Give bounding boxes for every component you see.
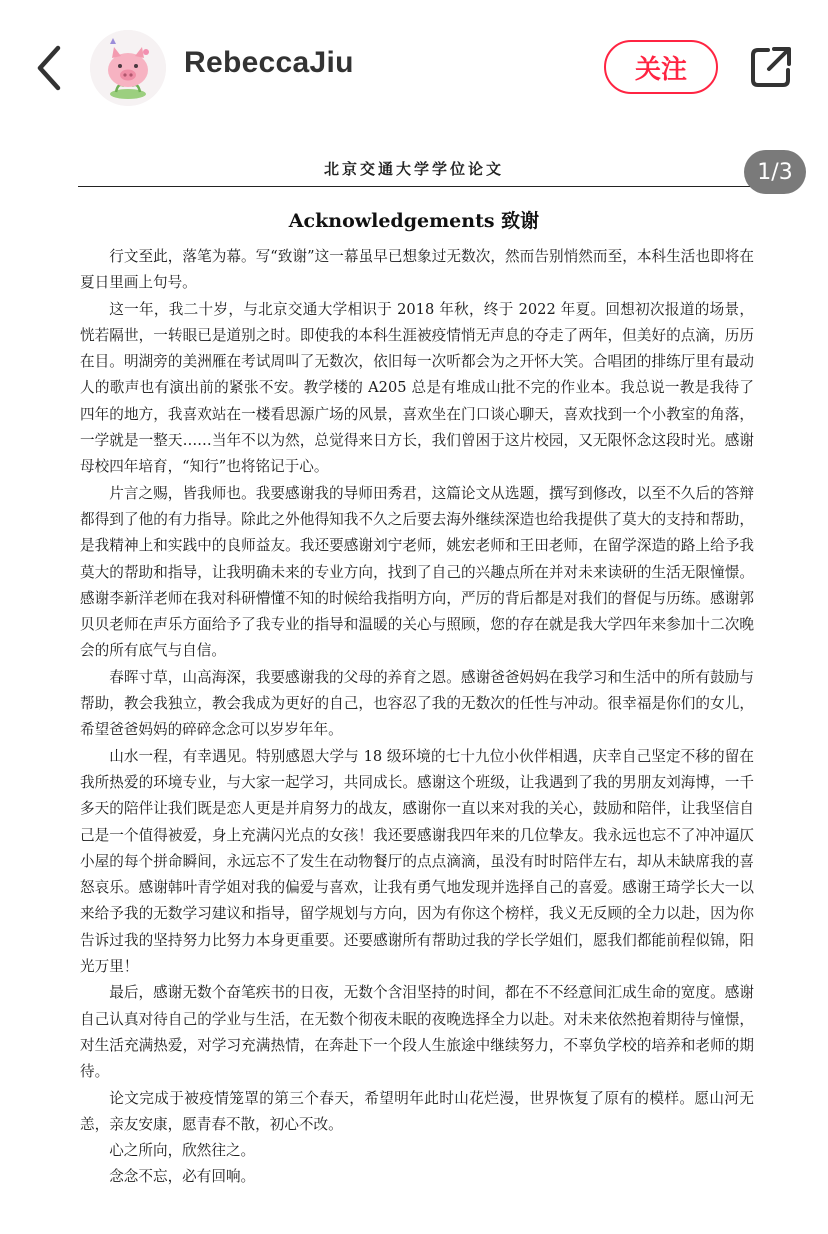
image-counter-badge: 1/3 bbox=[744, 150, 806, 194]
paragraph: 山水一程，有幸遇见。特别感恩大学与 18 级环境的七十九位小伙伴相遇，庆幸自己坚定不移的留在我所热爱的环境专业，与大家一起学习，共同成长。感谢这个班级，让我遇到了我的男朋友刘海博，一千多天的陪伴让我们既是恋人更是并肩努力的战友，感谢你一直以来对我的关心，鼓励和陪伴，让我坚信自己是一个值得被爱，身上充满闪光点的女孩！我还要感谢我四年来的几位挚友。我永远也忘不了冲冲逼仄小屋的每个拼命瞬间，永远忘不了发生在动物餐厅的点点滴滴，虽没有时时陪伴左右，却从未缺席我的喜怒哀乐。感谢韩叶青学姐对我的偏爱与喜欢，让我有勇气地发现并选择自己的喜爱。感谢王琦学长大一以来给予我的无数学习建议和指导，留学规划与方向，因为有你这个榜样，我义无反顾的全力以赴，因为你告诉过我的坚持努力比努力本身更重要。还要感谢所有帮助过我的学长学姐们，愿我们都能前程似锦，阳光万里！ bbox=[80, 747, 754, 976]
document-body bbox=[80, 244, 754, 1191]
paragraph: 最后，感谢无数个奋笔疾书的日夜，无数个含泪坚持的时间，都在不不经意间汇成生命的宽度。感谢自己认真对待自己的学业与生活，在无数个彻夜未眠的夜晚选择全力以赴。对未来依然抱着期待与憧憬，对生活充满热爱，对学习充满热情，在奔赴下一个段人生旅途中继续努力，不辜负学校的培养和老师的期待。 bbox=[80, 984, 754, 1081]
back-arrow-icon bbox=[28, 42, 72, 94]
paragraph: 行文至此，落笔为幕。写“致谢”这一幕虽早已想象过无数次，然而告别悄然而至，本科生活也即将在夏日里画上句号。 bbox=[80, 248, 754, 292]
header-rule bbox=[78, 186, 750, 187]
paragraph: 这一年，我二十岁，与北京交通大学相识于 2018 年秋，终于 2022 年夏。回想初次报道的场景，恍若隔世，一转眼已是道别之时。即使我的本科生涯被疫情悄无声息的夺走了两年，但美好的点滴，历历在目。明湖旁的美洲雁在考试周叫了无数次，依旧每一次听都会为之开怀大笑。合唱团的排练厅里有最动人的歌声也有演出前的紧张不安。教学楼的 A205 总是有堆成山批不完的作业本。我总说一教是我待了四年的地方，我喜欢站在一楼看思源广场的风景，喜欢坐在门口谈心聊天，喜欢找到一个小教室的角落，一学就是一整天……当年不以为然，总觉得来日方长，我们曾困于这片校园，又无限怀念这段时光。感谢母校四年培育，“知行”也将铭记于心。 bbox=[80, 300, 754, 476]
share-icon bbox=[748, 44, 794, 90]
pig-avatar-icon bbox=[90, 30, 166, 106]
avatar[interactable] bbox=[90, 30, 166, 106]
paragraph: 春晖寸草，山高海深，我要感谢我的父母的养育之恩。感谢爸爸妈妈在我学习和生活中的所有鼓励与帮助，教会我独立，教会我成为更好的自己，也容忍了我的无数次的任性与冲动。很幸福是你们的女儿，希望爸爸妈妈的碎碎念念可以岁岁年年。 bbox=[80, 668, 754, 739]
post-image-viewer[interactable] bbox=[0, 140, 828, 1234]
share-button[interactable] bbox=[748, 44, 794, 90]
running-head: 北京交通大学学位论文 bbox=[323, 160, 504, 178]
paragraph: 念念不忘，必有回响。 bbox=[109, 1168, 256, 1186]
follow-button[interactable]: 关注 bbox=[604, 40, 718, 94]
document-title: Acknowledgements 致谢 bbox=[288, 210, 540, 232]
back-button[interactable] bbox=[28, 42, 72, 94]
paragraph: 片言之赐，皆我师也。我要感谢我的导师田秀君，这篇论文从选题，撰写到修改，以至不久后的答辩都得到了他的有力指导。除此之外他得知我不久之后要去海外继续深造也给我提供了莫大的支持和帮助，是我精神上和实践中的良师益友。我还要感谢刘宁老师，姚宏老师和王田老师，在留学深造的路上给予我莫大的帮助和指导，让我明确未来的专业方向，找到了自己的兴趣点所在并对未来读研的生活无限憧憬。感谢李新洋老师在我对科研懵懂不知的时候给我指明方向，严厉的背后都是对我们的督促与历练。感谢郭贝贝老师在声乐方面给予了我专业的指导和温暖的关心与照顾，您的存在就是我大学四年来参加十二次晚会的所有底气与自信。 bbox=[80, 484, 754, 660]
paragraph: 论文完成于被疫情笼罩的第三个春天，希望明年此时山花烂漫，世界恢复了原有的模样。愿山河无恙，亲友安康，愿青春不散，初心不改。 bbox=[80, 1089, 754, 1133]
username[interactable]: RebeccaJiu bbox=[184, 46, 354, 79]
top-nav-bar bbox=[0, 0, 828, 140]
paragraph: 心之所向，欣然往之。 bbox=[109, 1142, 256, 1160]
